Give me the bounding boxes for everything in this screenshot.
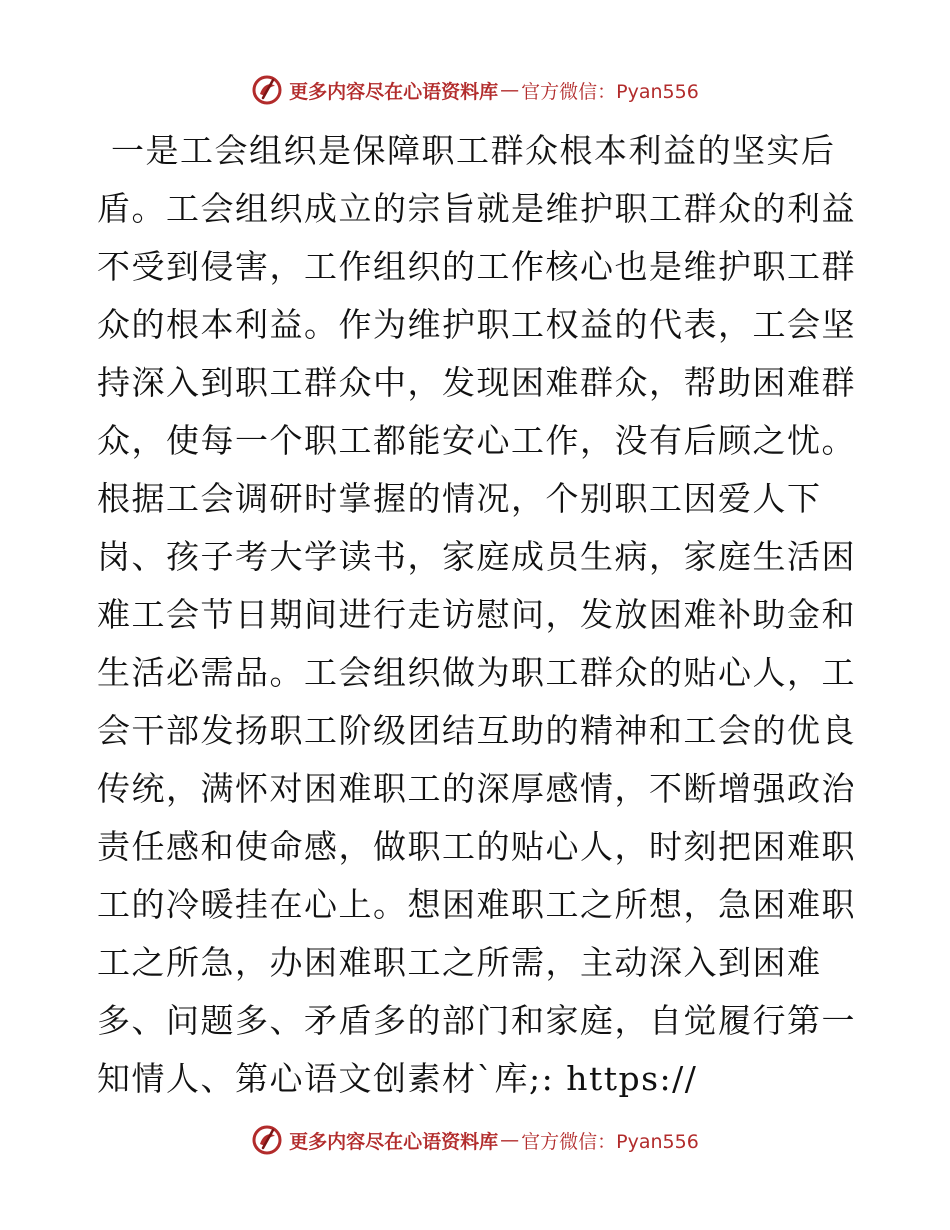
body-line: 一是工会组织是保障职工群众根本利益的坚实后 <box>111 131 836 170</box>
body-line: 持深入到职工群众中，发现困难群众，帮助困难群 <box>97 363 856 402</box>
body-line: 工的冷暖挂在心上。想困难职工之所想，急困难职 <box>97 885 856 924</box>
xinyu-logo-icon <box>251 1124 283 1156</box>
footer-separator: — <box>500 1129 520 1151</box>
footer-brand-text: 更多内容尽在心语资料库 <box>289 1130 499 1153</box>
body-line: 难工会节日期间进行走访慰问，发放困难补助金和 <box>97 595 856 634</box>
document-body <box>97 122 857 1108</box>
body-line: 多、问题多、矛盾多的部门和家庭，自觉履行第一 <box>97 1001 856 1040</box>
body-line: 岗、孩子考大学读书，家庭成员生病，家庭生活困 <box>97 537 856 576</box>
body-line: 众，使每一个职工都能安心工作，没有后顾之忧。 <box>97 421 856 460</box>
header-separator: — <box>500 79 520 101</box>
header-contact-text: 官方微信：Pyan556 <box>521 80 699 103</box>
body-line: 会干部发扬职工阶级团结互助的精神和工会的优良 <box>97 711 856 750</box>
body-line: 责任感和使命感，做职工的贴心人，时刻把困难职 <box>97 827 856 866</box>
body-line: 盾。工会组织成立的宗旨就是维护职工群众的利益 <box>97 189 856 228</box>
body-line: 根据工会调研时掌握的情况，个别职工因爱人下 <box>97 479 822 518</box>
footer-banner <box>0 1120 950 1160</box>
header-brand-text: 更多内容尽在心语资料库 <box>289 80 499 103</box>
header-banner <box>0 70 950 110</box>
body-line: 工之所急，办困难职工之所需，主动深入到困难 <box>97 943 822 982</box>
body-line: 众的根本利益。作为维护职工权益的代表，工会坚 <box>97 305 856 344</box>
body-line: 生活必需品。工会组织做为职工群众的贴心人，工 <box>97 653 856 692</box>
xinyu-logo-icon <box>251 74 283 106</box>
footer-contact-text: 官方微信：Pyan556 <box>521 1130 699 1153</box>
body-line: 不受到侵害，工作组织的工作核心也是维护职工群 <box>97 247 856 286</box>
body-line: 知情人、第心语文创素材`库;: https:// <box>97 1059 698 1098</box>
body-line: 传统，满怀对困难职工的深厚感情，不断增强政治 <box>97 769 856 808</box>
